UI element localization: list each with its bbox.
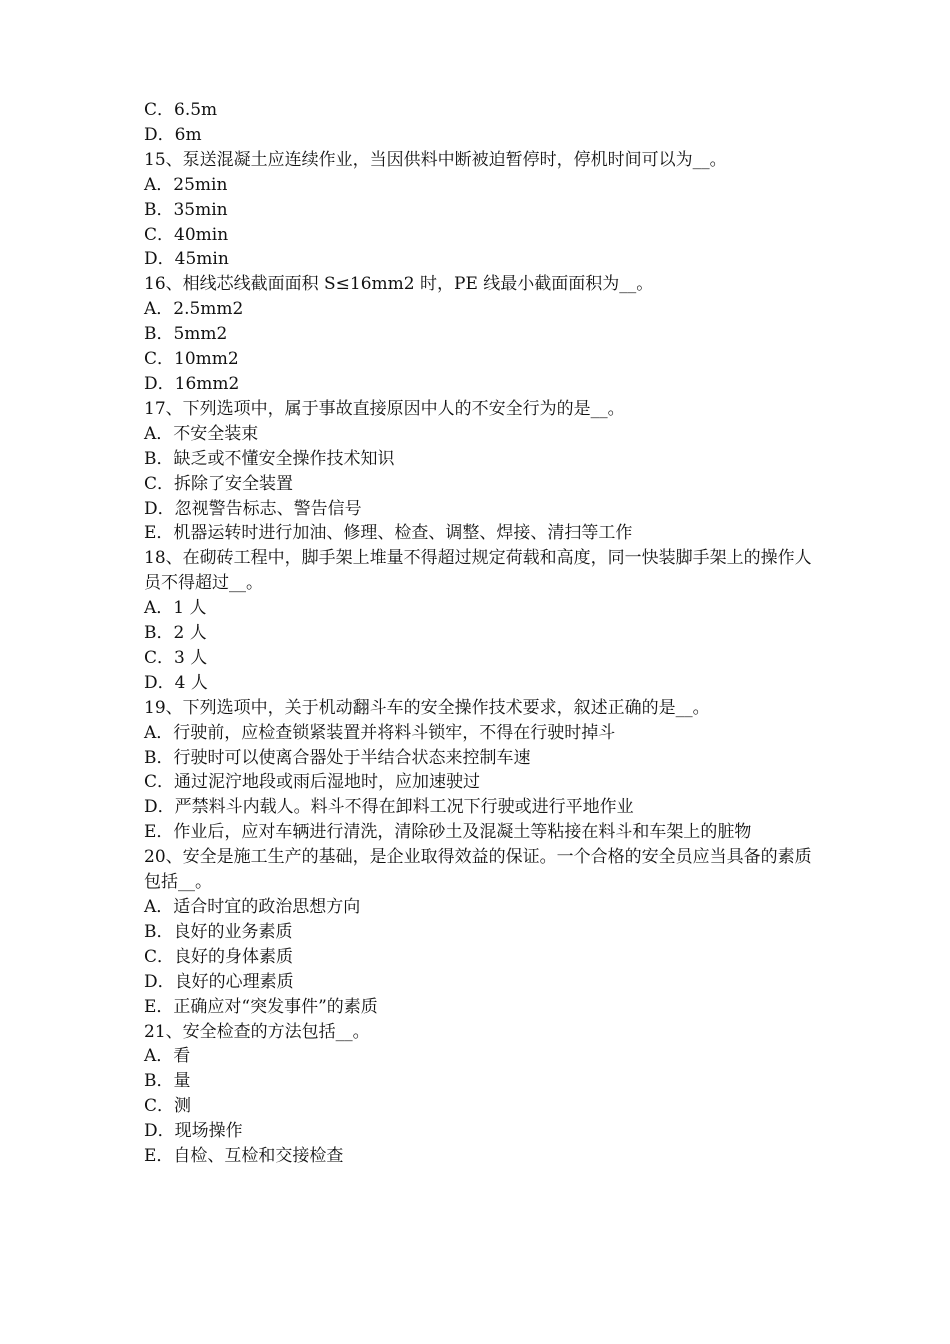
option-text: A．不安全装束 <box>144 423 259 444</box>
document-page <box>144 98 824 1169</box>
option-text: A．行驶前，应检查锁紧装置并将料斗锁牢，不得在行驶时掉斗 <box>144 722 616 743</box>
option-text: A．适合时宜的政治思想方向 <box>144 897 361 917</box>
option-text: D．6m <box>144 124 202 145</box>
option-text: A．1 人 <box>144 598 207 619</box>
option-text: C．3 人 <box>144 647 208 668</box>
option-text: E．作业后，应对车辆进行清洗，清除砂土及混凝土等粘接在料斗和车架上的脏物 <box>144 822 752 843</box>
option-text: D．现场操作 <box>144 1121 243 1142</box>
option-text: D．4 人 <box>144 672 208 693</box>
option-text: D．良好的心理素质 <box>144 971 294 992</box>
option-text: D．忽视警告标志、警告信号 <box>144 498 362 519</box>
question-text: 19、下列选项中，关于机动翻斗车的安全操作技术要求，叙述正确的是__。 <box>144 697 710 718</box>
option-text: B．缺乏或不懂安全操作技术知识 <box>144 448 395 469</box>
option-text: C．6.5m <box>144 100 218 120</box>
option-text: D．45min <box>144 249 229 270</box>
option-text: C．拆除了安全装置 <box>144 473 294 494</box>
option-text: C．通过泥泞地段或雨后湿地时，应加速驶过 <box>144 772 481 793</box>
option-text: C．40min <box>144 224 229 245</box>
option-text: A．25min <box>144 174 228 195</box>
question-text: 15、泵送混凝土应连续作业，当因供料中断被迫暂停时，停机时间可以为__。 <box>144 149 727 170</box>
option-text: A．2.5mm2 <box>144 299 244 320</box>
question-text: 21、安全检查的方法包括__。 <box>144 1021 370 1042</box>
option-text: C．良好的身体素质 <box>144 946 294 967</box>
question-text: 16、相线芯线截面面积 S≤16mm2 时，PE 线最小截面面积为__。 <box>144 274 654 295</box>
option-text: B．量 <box>144 1071 191 1092</box>
question-text: 18、在砌砖工程中，脚手架上堆量不得超过规定荷载和高度，同一快装脚手架上的操作人员不得超过__。 <box>144 548 812 594</box>
option-text: B．2 人 <box>144 623 207 644</box>
question-text: 17、下列选项中，属于事故直接原因中人的不安全行为的是__。 <box>144 398 625 419</box>
option-text: B．良好的业务素质 <box>144 921 293 942</box>
option-text: E．机器运转时进行加油、修理、检查、调整、焊接、清扫等工作 <box>144 523 633 544</box>
option-text: C．测 <box>144 1096 192 1117</box>
option-text: B．行驶时可以使离合器处于半结合状态来控制车速 <box>144 747 531 768</box>
option-text: E．自检、互检和交接检查 <box>144 1146 344 1167</box>
option-text: E．正确应对“突发事件”的素质 <box>144 996 378 1017</box>
option-text: C．10mm2 <box>144 349 239 370</box>
option-text: B．35min <box>144 199 228 220</box>
question-text: 20、安全是施工生产的基础，是企业取得效益的保证。一个合格的安全员应当具备的素质包括__。 <box>144 847 812 893</box>
option-text: A．看 <box>144 1046 191 1067</box>
option-text: B．5mm2 <box>144 324 228 345</box>
option-text: D．16mm2 <box>144 373 240 394</box>
option-text: D．严禁料斗内载人。料斗不得在卸料工况下行驶或进行平地作业 <box>144 797 634 818</box>
